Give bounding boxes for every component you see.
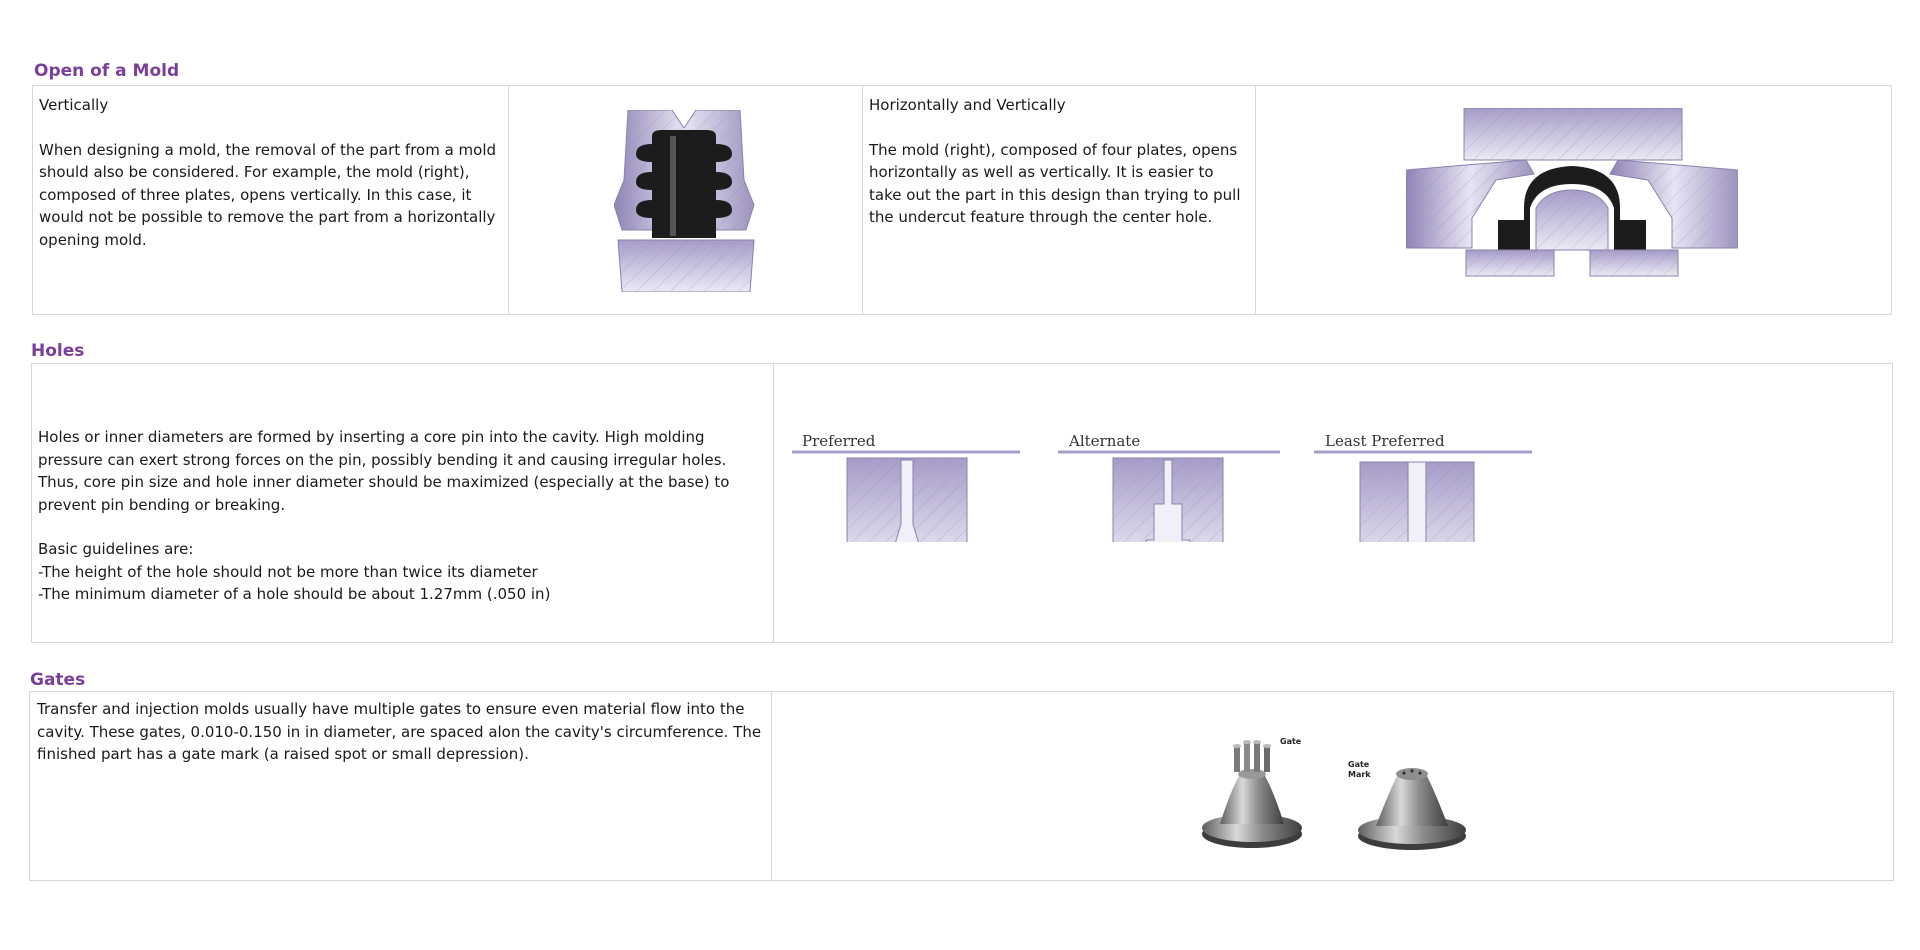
gates-text-cell bbox=[30, 692, 771, 880]
holes-table bbox=[31, 363, 1893, 643]
holes-guidelines-heading: Basic guidelines are: bbox=[38, 540, 194, 558]
least-preferred-label: Least Preferred bbox=[1325, 432, 1445, 450]
holes-body: Holes or inner diameters are formed by inserting a core pin into the cavity. High molding pressure can exert strong forces on the pin, possibly bending it and causing irregular holes. Thus, core pin size and hole inner diameter should be maximized (especially at the base) to prevent pin bending or breaking. bbox=[38, 428, 730, 514]
open-mold-table bbox=[32, 85, 1892, 315]
gates-body: Transfer and injection molds usually have multiple gates to ensure even material flow into the cavity. These gates, 0.010-0.150 in in diameter, are spaced alon the cavity's circumference. The finished part has a gate mark (a raised spot or small depression). bbox=[37, 700, 762, 763]
holes-diagram-cell bbox=[773, 364, 1892, 642]
horizontal-vertical-heading: Horizontally and Vertically bbox=[869, 96, 1066, 114]
preferred-label: Preferred bbox=[802, 432, 876, 450]
vertical-heading: Vertically bbox=[39, 96, 109, 114]
gate-mark-label-line1: Gate bbox=[1348, 760, 1370, 769]
vertical-text-cell bbox=[33, 86, 508, 314]
horizontal-vertical-body: The mold (right), composed of four plates, opens horizontally as well as vertically. It is easier to take out the part in this design than trying to pull the undercut feature through the center hole. bbox=[869, 140, 1241, 226]
section-title-gates: Gates bbox=[30, 670, 86, 690]
section-title-open-mold: Open of a Mold bbox=[34, 61, 180, 81]
vertical-body: When designing a mold, the removal of the part from a mold should also be considered. For example, the mold (right), composed of three plates, opens vertically. In this case, it would not be possible to remove the part from a horizontally opening mold. bbox=[39, 140, 497, 249]
holes-guideline-2: -The minimum diameter of a hole should be about 1.27mm (.050 in) bbox=[38, 585, 551, 603]
holes-text-cell bbox=[32, 364, 773, 642]
holes-guideline-1: -The height of the hole should not be more than twice its diameter bbox=[38, 562, 538, 581]
four-plate-mold-illustration bbox=[1406, 108, 1738, 280]
vertical-mold-image-cell bbox=[508, 86, 862, 314]
alternate-label: Alternate bbox=[1069, 432, 1141, 450]
section-title-holes: Holes bbox=[31, 341, 85, 361]
gates-diagram-cell bbox=[771, 692, 1893, 880]
horizontal-text-cell bbox=[862, 86, 1255, 314]
gate-parts-illustration bbox=[1184, 732, 1484, 852]
core-pin-diagrams bbox=[792, 432, 1532, 542]
three-plate-mold-illustration bbox=[614, 110, 759, 292]
preferred-diagram bbox=[792, 432, 1020, 542]
four-plate-mold-image-cell bbox=[1255, 86, 1891, 314]
least-preferred-diagram bbox=[1314, 432, 1532, 542]
gates-table bbox=[29, 691, 1894, 881]
alternate-diagram bbox=[1058, 432, 1280, 542]
gate-label: Gate bbox=[1280, 737, 1302, 746]
gate-mark-label-line2: Mark bbox=[1348, 770, 1371, 779]
